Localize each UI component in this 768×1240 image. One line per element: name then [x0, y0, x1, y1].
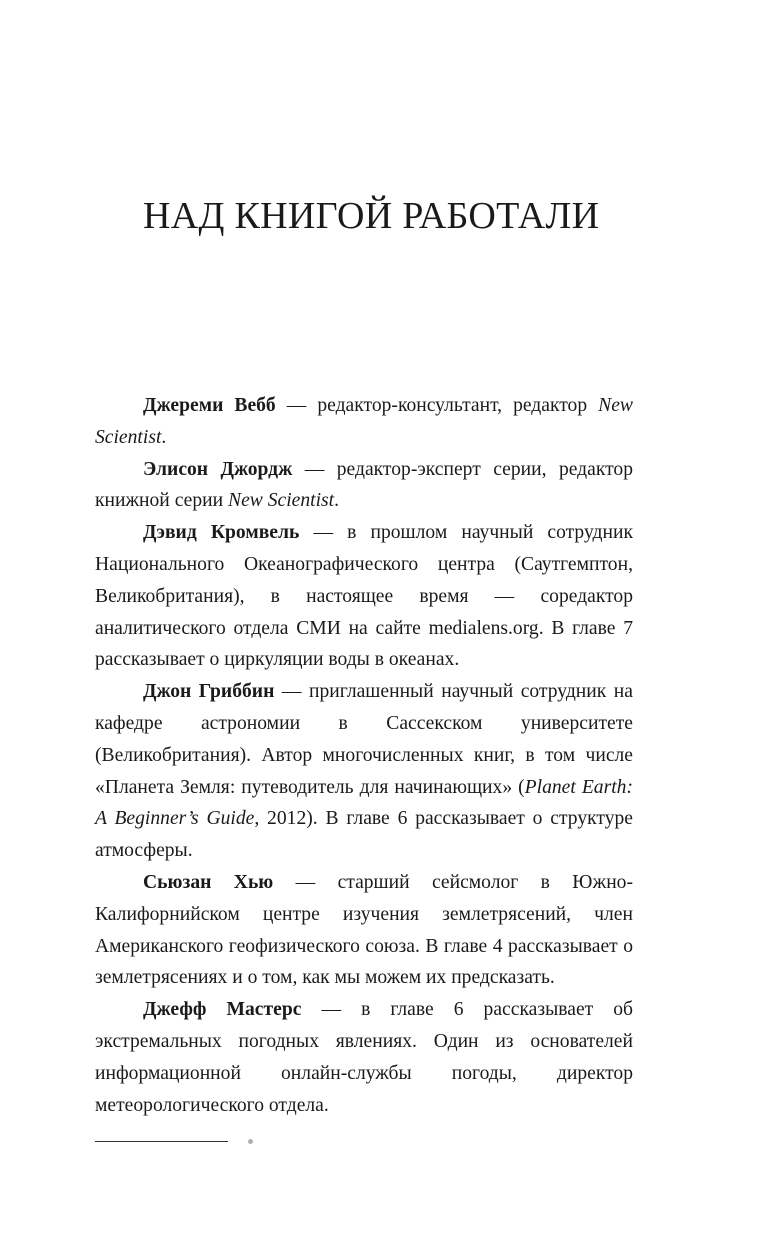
contributor-description-tail: .: [334, 490, 340, 512]
contributor-name: Джереми Вебб: [143, 395, 276, 416]
page-dot-marker: [248, 1139, 253, 1144]
contributor-name: Джефф Мастерс: [143, 999, 302, 1021]
contributor-entry-webb: [95, 390, 633, 454]
contributor-description-tail: .: [161, 426, 167, 448]
contributor-entry-gribbin: [95, 676, 633, 867]
book-title: Planet Earth: A Beginner’s Guide: [95, 776, 633, 830]
contributor-entry-hough: [95, 867, 633, 994]
contributor-entry-george: [95, 454, 633, 518]
contributor-name: Дэвид Кромвель: [143, 522, 300, 544]
contributor-name: Сьюзан Хью: [143, 871, 274, 893]
footnote-rule: [95, 1141, 228, 1142]
publication-title: New Scientist: [95, 395, 633, 448]
contributor-name: Джон Гриббин: [143, 681, 275, 703]
contributor-entry-cromwell: [95, 517, 633, 676]
publication-title: New Scientist: [228, 490, 335, 512]
contributor-description: — старший сейсмолог в Южно-Калифорнийском центре изучения землетрясений, член Американского геофизического союза. В главе 4 рассказывает о землетрясениях и о том, как мы можем их предсказать.: [95, 871, 633, 989]
contributor-description: — в главе 6 рассказывает об экстремальных погодных явлениях. Один из основателей информационной онлайн-службы погоды, директор метеорологического отдела.: [95, 999, 634, 1116]
contributor-description: — в прошлом научный сотрудник Национального Океанографического центра (Саутгемптон, Великобритания), в настоящее время — соредактор аналитического отдела СМИ на сайте medialens.org. В главе 7 рассказывает о циркуляции воды в океанах.: [95, 522, 633, 671]
page-title: НАД КНИГОЙ РАБОТАЛИ: [143, 195, 600, 237]
contributor-description: — приглашенный научный сотрудник на кафедре астрономии в Сассекском университете (Великобритания). Автор многочисленных книг, в том числе «Планета Земля: путеводитель для начинающих» (: [95, 681, 633, 798]
contributor-description: — редактор-эксперт серии, редактор книжной серии: [95, 458, 633, 512]
contributor-name: Элисон Джордж: [143, 458, 293, 480]
contributors-list: [95, 390, 633, 1121]
contributor-description: — редактор-консультант, редактор: [275, 395, 599, 416]
contributor-entry-masters: [95, 994, 633, 1121]
contributor-description-tail: , 2012). В главе 6 рассказывает о структуре атмосферы.: [95, 808, 633, 862]
